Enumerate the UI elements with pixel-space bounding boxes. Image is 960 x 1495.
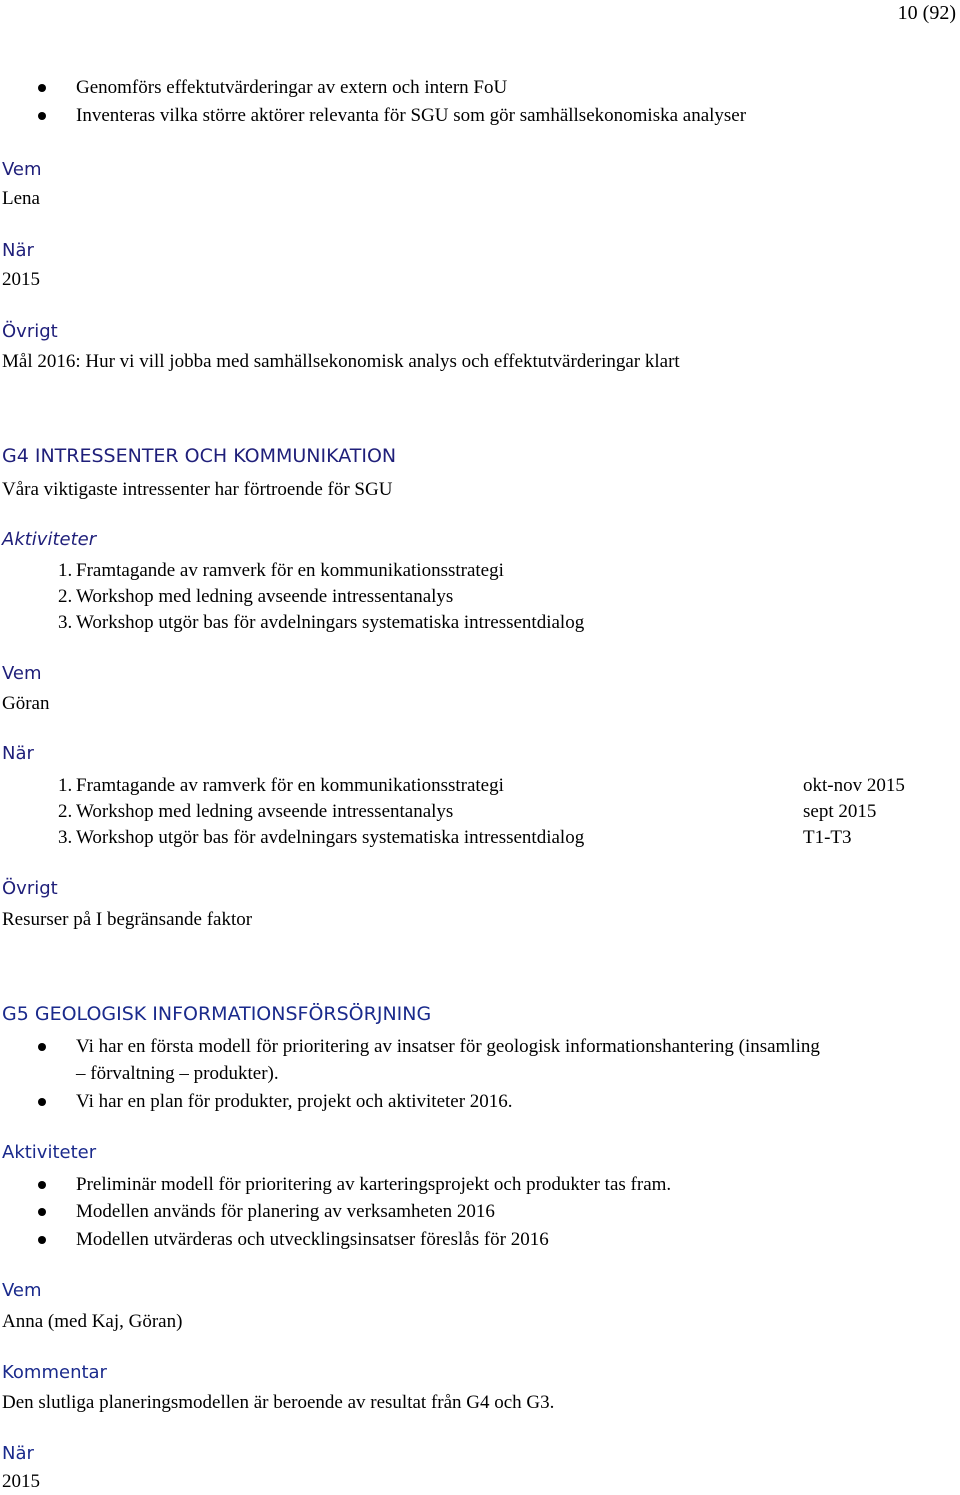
vem-label: Vem [2, 663, 42, 684]
ovrigt-label: Övrigt [2, 321, 58, 342]
list-number: 2. [58, 586, 73, 607]
page-number: 10 (92) [897, 2, 956, 24]
list-item: Framtagande av ramverk för en kommunikationsstrategi [76, 775, 504, 796]
bullet-dot [38, 112, 46, 120]
bullet-text: Inventeras vilka större aktörer relevanta för SGU som gör samhällsekonomiska analyser [76, 105, 747, 126]
vem-value: Göran [2, 693, 50, 714]
aktiviteter-label: Aktiviteter [2, 1142, 97, 1163]
ovrigt-value: Resurser på I begränsande faktor [2, 909, 253, 930]
ovrigt-label: Övrigt [2, 878, 58, 899]
aktiviteter-label: Aktiviteter [2, 529, 97, 550]
list-number: 3. [58, 827, 73, 848]
list-number: 1. [58, 560, 73, 581]
bullet-text-continuation: – förvaltning – produkter). [76, 1063, 279, 1084]
list-item: Framtagande av ramverk för en kommunikationsstrategi [76, 560, 504, 581]
kommentar-label: Kommentar [2, 1362, 107, 1383]
when-value: T1-T3 [803, 827, 852, 848]
vem-value: Lena [2, 188, 40, 209]
vem-value: Anna (med Kaj, Göran) [2, 1311, 183, 1332]
bullet-dot [38, 1181, 46, 1189]
bullet-text: Genomförs effektutvärderingar av extern och intern FoU [76, 77, 508, 98]
list-number: 2. [58, 801, 73, 822]
when-value: okt-nov 2015 [803, 775, 905, 796]
bullet-dot [38, 1043, 46, 1051]
list-item: Workshop utgör bas för avdelningars systematiska intressentdialog [76, 612, 585, 633]
bullet-dot [38, 1208, 46, 1216]
ovrigt-value: Mål 2016: Hur vi vill jobba med samhällsekonomisk analys och effektutvärderingar klart [2, 351, 680, 372]
list-item: Workshop med ledning avseende intressentanalys [76, 586, 454, 607]
bullet-text: Vi har en plan för produkter, projekt och aktiviteter 2016. [76, 1091, 513, 1112]
nar-label: När [2, 240, 34, 261]
kommentar-value: Den slutliga planeringsmodellen är beroende av resultat från G4 och G3. [2, 1392, 555, 1413]
vem-label: Vem [2, 1280, 42, 1301]
g4-subtitle: Våra viktigaste intressenter har förtroende för SGU [2, 479, 393, 500]
g5-title: G5 GEOLOGISK INFORMATIONSFÖRSÖRJNING [2, 1003, 432, 1025]
bullet-text: Preliminär modell för prioritering av karteringsprojekt och produkter tas fram. [76, 1174, 672, 1195]
nar-label: När [2, 1443, 34, 1464]
list-item: Workshop med ledning avseende intressentanalys [76, 801, 454, 822]
list-item: Workshop utgör bas för avdelningars systematiska intressentdialog [76, 827, 585, 848]
list-number: 3. [58, 612, 73, 633]
bullet-text: Modellen utvärderas och utvecklingsinsatser föreslås för 2016 [76, 1229, 549, 1250]
bullet-text: Modellen används för planering av verksamheten 2016 [76, 1201, 495, 1222]
g4-title: G4 INTRESSENTER OCH KOMMUNIKATION [2, 445, 397, 467]
bullet-dot [38, 1098, 46, 1106]
nar-value: 2015 [2, 1471, 40, 1492]
when-value: sept 2015 [803, 801, 877, 822]
nar-label: När [2, 743, 34, 764]
bullet-dot [38, 84, 46, 92]
vem-label: Vem [2, 159, 42, 180]
bullet-text: Vi har en första modell för prioritering av insatser för geologisk informationshantering (insamling [76, 1036, 820, 1057]
bullet-dot [38, 1236, 46, 1244]
list-number: 1. [58, 775, 73, 796]
nar-value: 2015 [2, 269, 40, 290]
